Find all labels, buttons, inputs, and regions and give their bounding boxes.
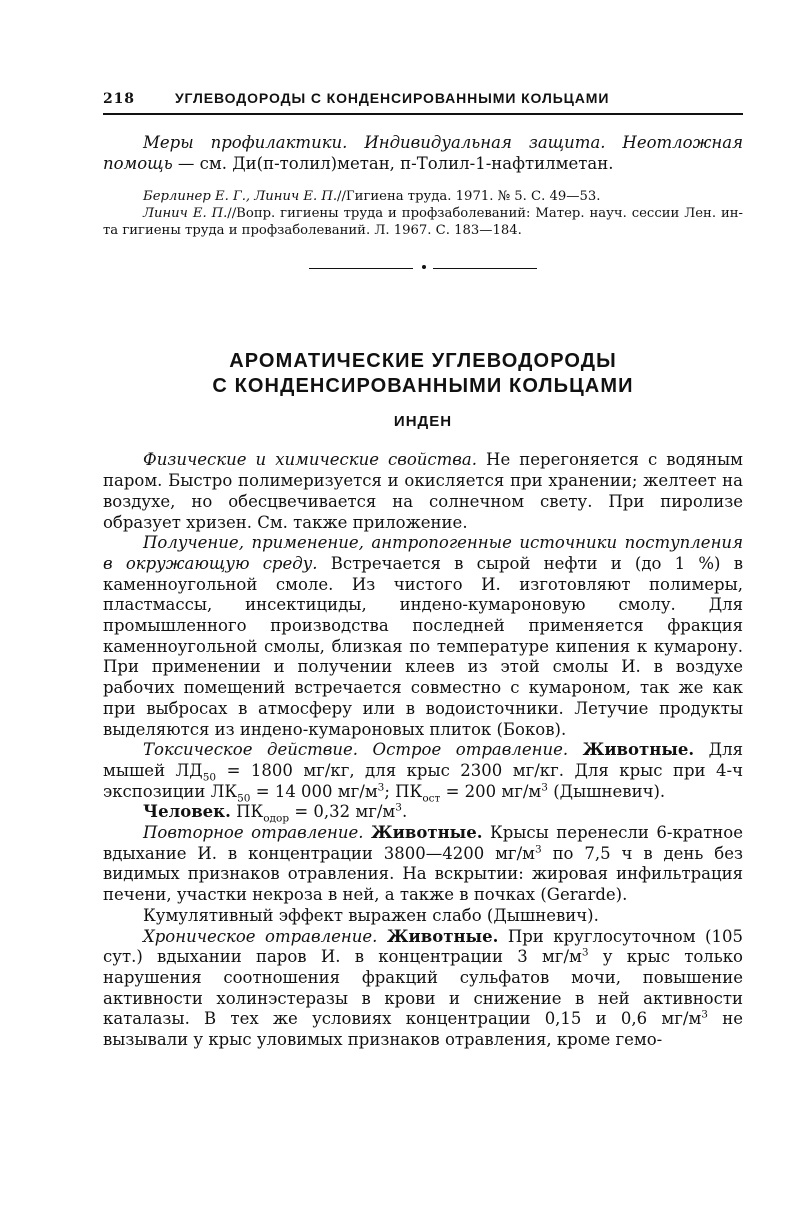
superscript: 3 — [581, 946, 589, 959]
animals-label: Животные. — [371, 823, 483, 843]
section-separator — [103, 259, 743, 279]
prevention-lead: Меры профилактики. Индивидуальная защита. Неотложная помощь — [103, 133, 743, 173]
prevention-text: — см. Ди(п-толил)метан, п-Толил-1-нафтилметан. — [172, 153, 614, 173]
paragraph-text: ПК — [230, 802, 264, 822]
reference-item — [103, 188, 743, 205]
cumulative-paragraph: Кумулятивный эффект выражен слабо (Дышневич). — [143, 905, 599, 925]
paragraph-text: = 14 000 мг/м — [250, 781, 378, 801]
paragraph-text: = 1800 мг/кг, для крыс 2300 мг/кг. Для крыс при 4-ч экспозиции ЛК — [103, 760, 744, 801]
reference-authors: Берлинер Е. Г., Линич Е. П. — [143, 189, 338, 205]
paragraph-lead: Хроническое отравление. — [143, 926, 378, 946]
page-number: 218 — [103, 91, 135, 107]
subscript: ост — [422, 791, 441, 804]
paragraph-text: Для мышей ЛД — [103, 740, 743, 780]
paragraph-text: Встречается в сырой нефти и (до 1 %) в каменноугольной смоле. Из чистого И. изготовляют полимеры, пластмассы, инсектициды, индено-кумароновую смолу. Для промышленного производства последней применяется фракция каменноугольной смолы, близкая по температуре кипения к кумарону. При применении и получении клеев из этой смолы И. в воздухе рабочих помещений встречается совместно с кумароном, так же как при выбросах в атмосферу или в водоисточники. Летучие продукты выделяются из индено-кумароновых плиток (Боков). — [103, 553, 744, 739]
section-title-line: АРОМАТИЧЕСКИЕ УГЛЕВОДОРОДЫ — [229, 350, 617, 373]
paragraph-text: = 200 мг/м — [440, 781, 542, 801]
reference-item — [103, 205, 743, 239]
references — [103, 188, 743, 239]
paragraph-text: по 7,5 ч в день без видимых признаков отравления. На вскрытии: жировая инфильтрация печени, участки некроза в ней, а также в почках (Gerarde). — [103, 843, 743, 905]
toxic-paragraph — [103, 740, 743, 802]
paragraph-text: (Дышневич). — [547, 781, 666, 801]
physchem-paragraph — [103, 450, 743, 533]
reference-text: //Вопр. гигиены труда и профзаболеваний: Матер. науч. сессии Лен. ин-та гигиены труда и профзаболеваний. Л. 1967. С. 183—184. — [103, 206, 744, 239]
paragraph-text: у крыс только нарушения соотношения фракций сульфатов мочи, повышение активности холинэстеразы в крови и снижение в ней активности каталазы. В тех же условиях концентрации 0,15 и 0,6 мг/м — [103, 947, 743, 1029]
prevention-paragraph — [103, 133, 743, 174]
animals-label: Животные. — [386, 926, 499, 946]
subscript: одор — [263, 812, 290, 825]
separator-line — [433, 268, 537, 269]
paragraph-text: не вызывали у крыс уловимых признаков отравления, кроме гемо- — [103, 1009, 743, 1050]
paragraph-text: = 0,32 мг/м — [289, 802, 396, 822]
separator-dot — [422, 265, 426, 269]
human-paragraph — [103, 802, 743, 823]
production-paragraph — [103, 533, 743, 740]
superscript: 3 — [534, 843, 542, 856]
superscript: 3 — [701, 1008, 708, 1021]
superscript: 3 — [395, 801, 402, 814]
paragraph-text: Не перегоняется с водяным паром. Быстро полимеризуется и окисляется при хранении; желтеет на воздухе, но обесцвечивается на солнечном свету. При пиролизе образует хризен. См. также приложение. — [103, 450, 743, 532]
section-title-line: С КОНДЕНСИРОВАННЫМИ КОЛЬЦАМИ — [212, 375, 634, 398]
running-head-title: УГЛЕВОДОРОДЫ С КОНДЕНСИРОВАННЫМИ КОЛЬЦАМИ — [174, 90, 610, 106]
repeat-paragraph — [103, 823, 743, 906]
superscript: 3 — [541, 781, 548, 794]
paragraph-lead: Физические и химические свойства. — [143, 450, 477, 470]
subscript: 50 — [202, 771, 217, 784]
reference-text: //Гигиена труда. 1971. № 5. С. 49—53. — [337, 189, 601, 205]
book-page — [103, 90, 743, 1051]
chronic-paragraph — [103, 927, 743, 1051]
paragraph-lead: Повторное отравление. — [143, 823, 364, 843]
running-head — [103, 90, 743, 115]
animals-label: Животные. — [582, 740, 695, 760]
superscript: 3 — [377, 781, 385, 794]
article-body — [103, 450, 743, 1050]
subscript: 50 — [237, 791, 251, 804]
paragraph-text: ; ПК — [384, 781, 423, 801]
section-subtitle: ИНДЕН — [393, 413, 453, 431]
paragraph-lead: Получение, применение, антропогенные источники поступления в окружающую среду. — [103, 533, 743, 573]
paragraph-lead: Токсическое действие. Острое отравление. — [143, 740, 569, 760]
paragraph-text: Крысы перенесли 6-кратное вдыхание И. в концентрации 3800—4200 мг/м — [103, 823, 743, 863]
section-title — [103, 349, 743, 399]
paragraph-text: . — [401, 802, 408, 822]
separator-line — [309, 268, 413, 269]
human-label: Человек. — [143, 802, 231, 822]
reference-authors: Линич Е. П. — [143, 206, 228, 222]
paragraph-text: При круглосуточном (105 сут.) вдыхании паров И. в концентрации 3 мг/м — [103, 926, 743, 967]
